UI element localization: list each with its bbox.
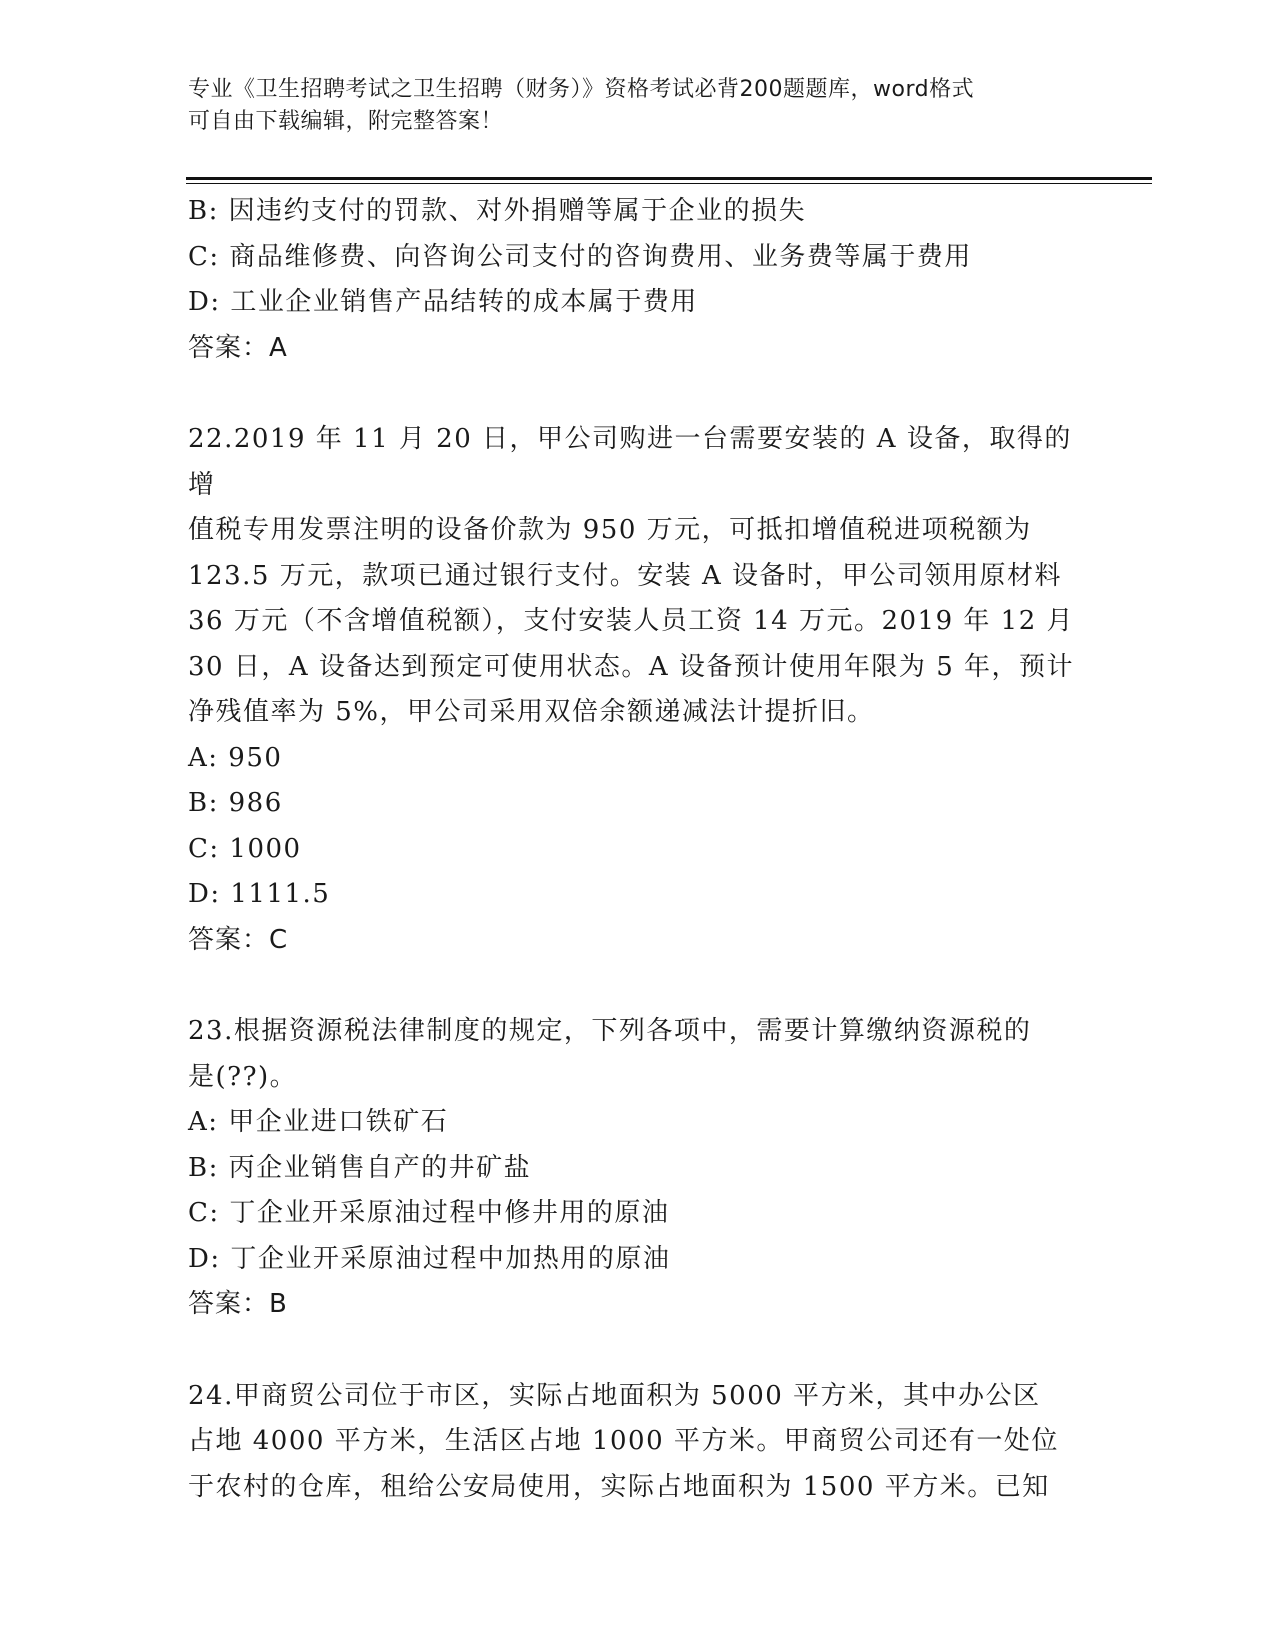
- document-body: [188, 189, 1088, 1510]
- answer-label: 答案：C: [188, 924, 289, 955]
- option-b: B: 丙企业销售自产的井矿盐: [188, 1152, 532, 1183]
- option-a: A: 甲企业进口铁矿石: [188, 1107, 449, 1137]
- document-header: [188, 74, 1088, 138]
- header-title-line-2: 可自由下载编辑，附完整答案！: [188, 109, 504, 134]
- question-text: 23.根据资源税法律制度的规定，下列各项中，需要计算缴纳资源税的 是(??)。: [188, 1016, 1032, 1092]
- option-d: D: 1111.5: [188, 879, 331, 909]
- question-text: 22.2019 年 11 月 20 日，甲公司购进一台需要安装的 A 设备，取得的增 值税专用发票注明的设备价款为 950 万元，可抵扣增值税进项税额为 123.5 万元，款项已通过银行支付。安装 A 设备时，甲公司领用原材料 36 万元（不含增值税额），支付安装人员工资 14 万元。2019 年 12 月 30 日，A 设备达到预定可使用状态。A 设备预计使用年限为 5 年，预计 净残值率为 5%，甲公司采用双倍余额递减法计提折旧。: [188, 424, 1075, 727]
- option-b: B: 986: [188, 788, 283, 818]
- answer-label: 答案：A: [188, 332, 288, 363]
- question-24: [188, 1374, 1088, 1511]
- option-c: C: 1000: [188, 833, 302, 864]
- option-c: C: 商品维修费、向咨询公司支付的咨询费用、业务费等属于费用: [188, 241, 972, 272]
- option-c: C: 丁企业开采原油过程中修井用的原油: [188, 1198, 670, 1228]
- option-d: D: 丁企业开采原油过程中加热用的原油: [188, 1243, 671, 1274]
- header-title-line-1: 专业《卫生招聘考试之卫生招聘（财务）》资格考试必背200题题库，word格式: [188, 77, 975, 102]
- question-23: [188, 1009, 1088, 1328]
- answer-label: 答案：B: [188, 1289, 288, 1319]
- option-b: B: 因违约支付的罚款、对外捐赠等属于企业的损失: [188, 196, 807, 226]
- header-divider-thick: [186, 177, 1152, 180]
- header-divider-thin: [186, 183, 1152, 184]
- question-text: 24.甲商贸公司位于市区，实际占地面积为 5000 平方米，其中办公区 占地 4000 平方米，生活区占地 1000 平方米。甲商贸公司还有一处位 于农村的仓库，租给公安局使用，实际占地面积为 1500 平方米。已知: [188, 1380, 1059, 1502]
- question-22: [188, 417, 1088, 963]
- option-d: D: 工业企业销售产品结转的成本属于费用: [188, 287, 698, 317]
- question-21-remainder: [188, 189, 1088, 371]
- option-a: A: 950: [188, 742, 283, 773]
